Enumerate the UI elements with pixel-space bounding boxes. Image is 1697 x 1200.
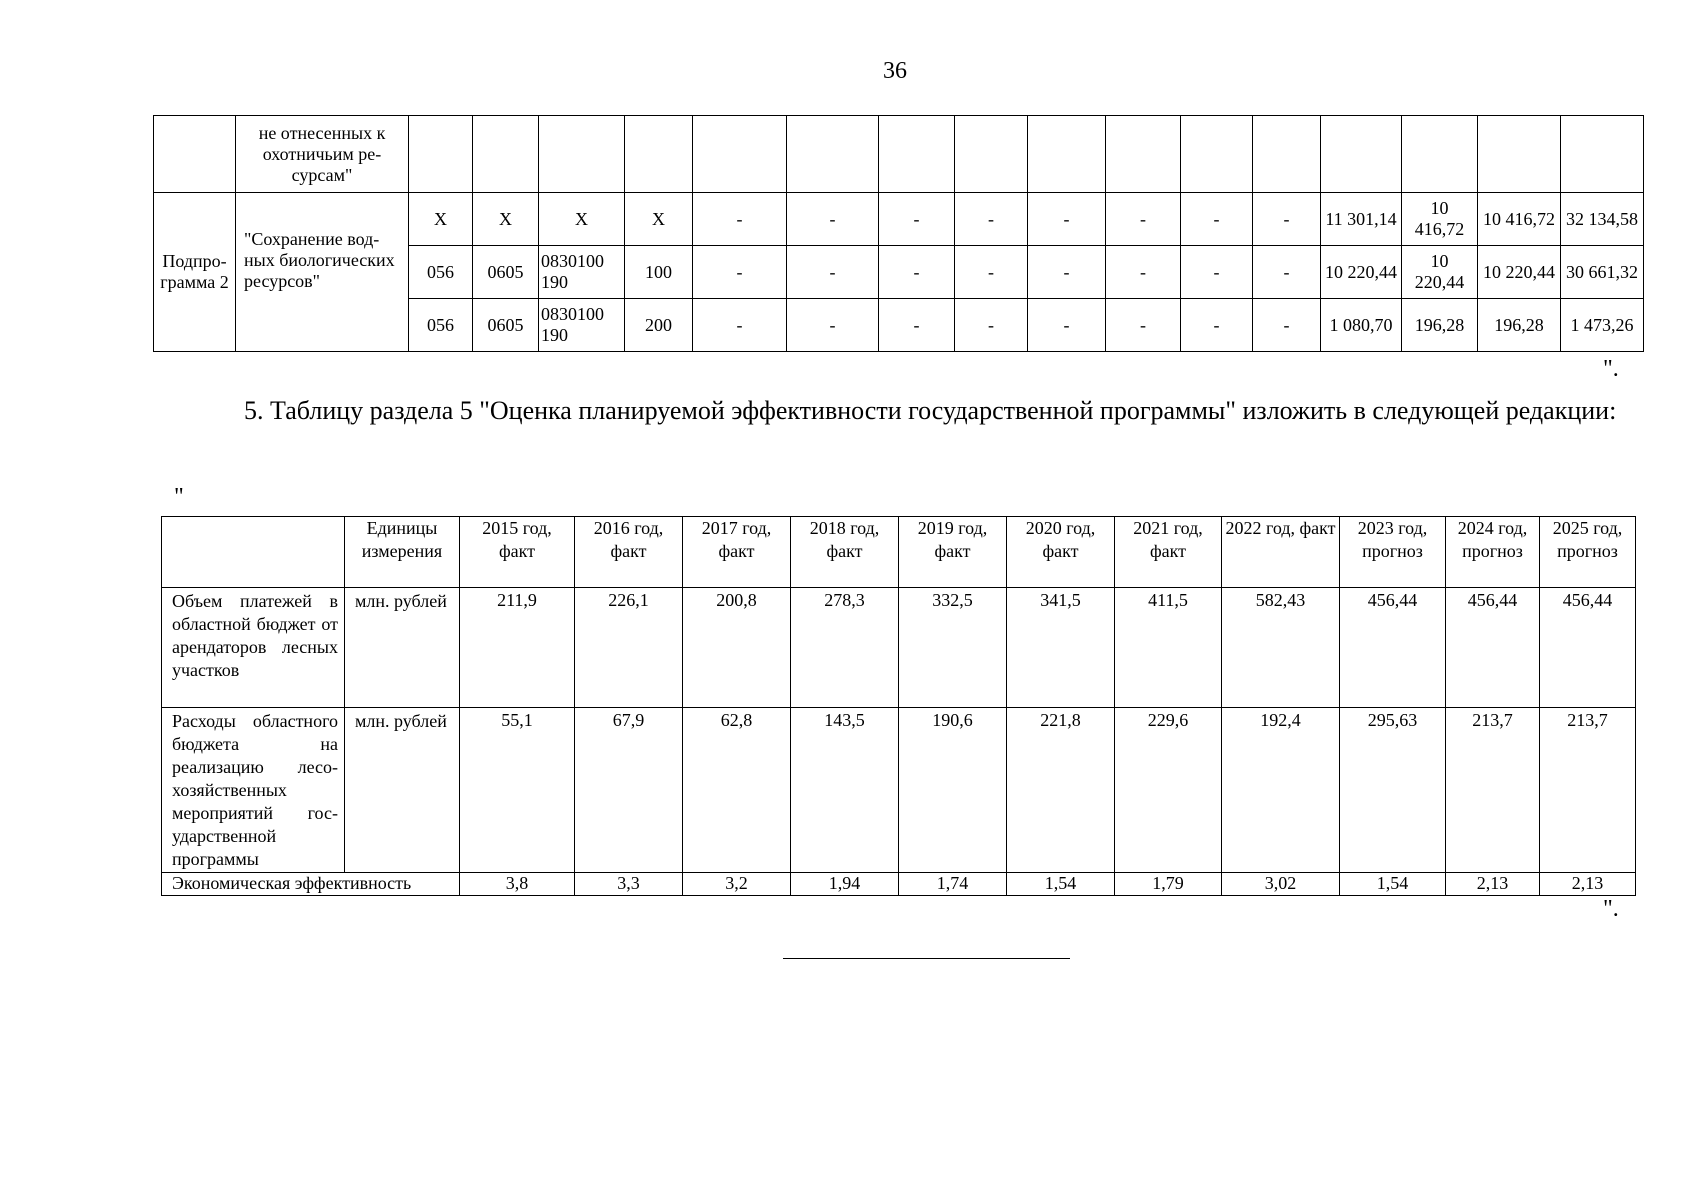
table-cell: - (693, 299, 787, 352)
value-cell: 3,02 (1222, 873, 1340, 896)
table-cell: 1 473,26 (1561, 299, 1644, 352)
table-cell: - (693, 246, 787, 299)
value-cell: 341,5 (1007, 588, 1115, 708)
closing-quote-2: ". (1603, 896, 1619, 922)
value-cell: 3,3 (575, 873, 683, 896)
table-cell: 100 (625, 246, 693, 299)
table-cell: - (879, 299, 955, 352)
value-cell: 2,13 (1446, 873, 1540, 896)
value-cell: 3,2 (683, 873, 791, 896)
table-cell: 200 (625, 299, 693, 352)
table-cell: - (693, 193, 787, 246)
header-cell: 2017 год, факт (683, 517, 791, 588)
value-cell: 278,3 (791, 588, 899, 708)
value-cell: 582,43 (1222, 588, 1340, 708)
table-cell: 10 220,44 (1402, 246, 1478, 299)
table-cell: 10 416,72 (1402, 193, 1478, 246)
table-row (162, 588, 1636, 708)
value-cell: 332,5 (899, 588, 1007, 708)
table-cell: - (955, 246, 1028, 299)
value-cell: 229,6 (1115, 708, 1222, 873)
value-cell: 456,44 (1340, 588, 1446, 708)
table-cell: 0830100 190 (539, 246, 625, 299)
value-cell: 1,94 (791, 873, 899, 896)
value-cell: 200,8 (683, 588, 791, 708)
table-header-row (162, 517, 1636, 588)
table-cell: - (1181, 246, 1253, 299)
table-cell: 1 080,70 (1321, 299, 1402, 352)
value-cell: 221,8 (1007, 708, 1115, 873)
value-cell: 411,5 (1115, 588, 1222, 708)
header-cell: 2015 год, факт (460, 517, 575, 588)
header-cell: 2018 год, факт (791, 517, 899, 588)
table-row (154, 193, 1644, 246)
table-cell: - (787, 193, 879, 246)
table-cell: - (1253, 246, 1321, 299)
table-cell: 196,28 (1402, 299, 1478, 352)
table-cell: - (1181, 299, 1253, 352)
continued-name-cell: не отнесенных к охотничьим ресурсам" (236, 116, 409, 193)
table-cell: 11 301,14 (1321, 193, 1402, 246)
table-cell (154, 116, 236, 193)
value-cell: 226,1 (575, 588, 683, 708)
value-cell: 211,9 (460, 588, 575, 708)
separator-line (783, 958, 1070, 959)
program-funding-table (153, 115, 1644, 352)
table-cell: - (787, 246, 879, 299)
header-cell (162, 517, 345, 588)
value-cell: 192,4 (1222, 708, 1340, 873)
header-cell: 2023 год, прогноз (1340, 517, 1446, 588)
value-cell: 295,63 (1340, 708, 1446, 873)
amendment-paragraph: 5. Таблицу раздела 5 "Оценка планируемой эффективности государственной программы" изложить в следующей редакции: (244, 396, 1617, 425)
header-cell: 2020 год, факт (1007, 517, 1115, 588)
table-cell: - (1181, 193, 1253, 246)
table-cell: X (409, 193, 473, 246)
table-cell: - (879, 246, 955, 299)
table-cell: 056 (409, 246, 473, 299)
header-cell: 2016 год, факт (575, 517, 683, 588)
table-cell: - (1106, 193, 1181, 246)
value-cell: 213,7 (1446, 708, 1540, 873)
table-cell: 30 661,32 (1561, 246, 1644, 299)
row-label: Объем платежей в областной бюджет от арендаторов лесных участков (162, 588, 345, 708)
table-row (154, 116, 1644, 193)
table-cell: - (1106, 246, 1181, 299)
value-cell: 62,8 (683, 708, 791, 873)
table-cell: X (625, 193, 693, 246)
header-cell: 2019 год, факт (899, 517, 1007, 588)
header-cell: 2021 год, факт (1115, 517, 1222, 588)
table-cell: 32 134,58 (1561, 193, 1644, 246)
value-cell: 143,5 (791, 708, 899, 873)
page-number: 36 (883, 58, 907, 84)
table-cell: 0605 (473, 299, 539, 352)
table-cell: - (787, 299, 879, 352)
header-cell: 2025 год, прогноз (1540, 517, 1636, 588)
value-cell: 55,1 (460, 708, 575, 873)
table-cell: X (473, 193, 539, 246)
value-cell: 1,79 (1115, 873, 1222, 896)
table-cell: - (1253, 193, 1321, 246)
value-cell: 1,54 (1007, 873, 1115, 896)
row-label: Расходы областного бюджета на реализацию лесохозяйственных мероприятий государственной программы (162, 708, 345, 873)
table-cell: 056 (409, 299, 473, 352)
efficiency-label: Экономическая эффективность (162, 873, 460, 896)
value-cell: 1,74 (899, 873, 1007, 896)
value-cell: 2,13 (1540, 873, 1636, 896)
header-cell: 2024 год, прогноз (1446, 517, 1540, 588)
subprogram-label: Подпрограмма 2 (154, 193, 236, 352)
value-cell: 3,8 (460, 873, 575, 896)
table-cell: - (1028, 193, 1106, 246)
value-cell: 67,9 (575, 708, 683, 873)
table-cell: - (1106, 299, 1181, 352)
closing-quote: ". (1603, 356, 1619, 382)
table-row (162, 708, 1636, 873)
table-cell: 196,28 (1478, 299, 1561, 352)
header-cell: 2022 год, факт (1222, 517, 1340, 588)
table-cell: 0830100 190 (539, 299, 625, 352)
value-cell: 213,7 (1540, 708, 1636, 873)
unit-cell: млн. рублей (345, 708, 460, 873)
efficiency-table (161, 516, 1636, 896)
table-row (162, 873, 1636, 896)
value-cell: 190,6 (899, 708, 1007, 873)
table-cell: - (955, 299, 1028, 352)
table-cell: X (539, 193, 625, 246)
opening-quote: " (174, 484, 184, 510)
value-cell: 456,44 (1540, 588, 1636, 708)
table-cell: 0605 (473, 246, 539, 299)
unit-cell: млн. рублей (345, 588, 460, 708)
header-cell: Единицы измерения (345, 517, 460, 588)
value-cell: 456,44 (1446, 588, 1540, 708)
table-cell: 10 220,44 (1321, 246, 1402, 299)
value-cell: 1,54 (1340, 873, 1446, 896)
table-cell: - (1028, 299, 1106, 352)
subprogram-name: "Сохранение водных биологических ресурсов" (236, 193, 409, 352)
table-cell: - (1253, 299, 1321, 352)
table-cell: - (955, 193, 1028, 246)
table-cell: 10 220,44 (1478, 246, 1561, 299)
table-cell: - (879, 193, 955, 246)
table-cell: 10 416,72 (1478, 193, 1561, 246)
table-cell: - (1028, 246, 1106, 299)
